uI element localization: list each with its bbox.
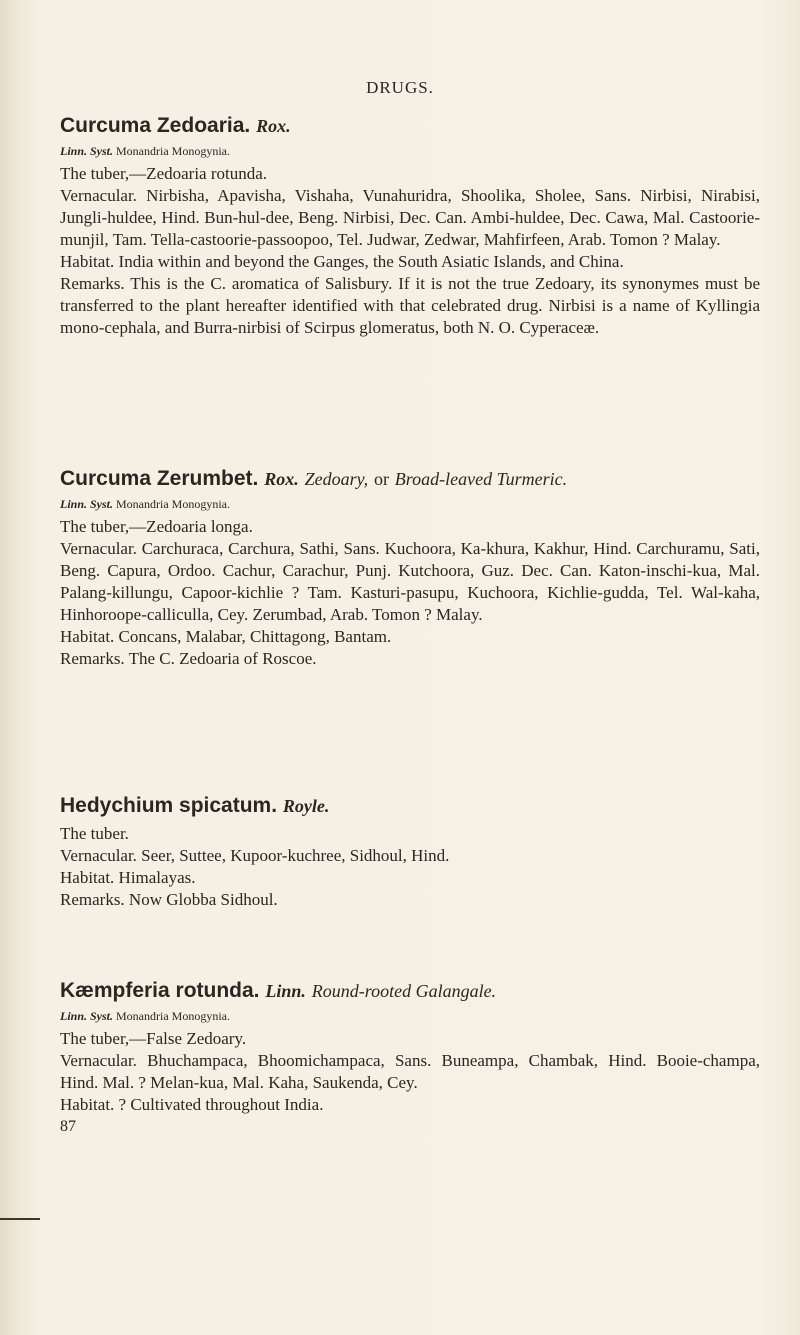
vernacular-paragraph: Vernacular. Seer, Suttee, Kupoor-kuchree, Sidhoul, Hind. [60,846,450,865]
species-name: Hedychium spicatum. [60,794,278,817]
author-abbrev: Rox. [256,116,291,136]
tuber-line: The tuber. [60,824,129,843]
entry-heading [60,466,760,492]
running-head: DRUGS. [366,78,434,97]
author-abbrev: Linn. [265,981,306,1001]
syst-class: Monandria Monogynia. [116,144,230,158]
habitat-paragraph: Habitat. ? Cultivated throughout India. [60,1095,324,1114]
habitat-paragraph: Habitat. Himalayas. [60,868,196,887]
entry-hedychium-spicatum [60,793,760,911]
remarks-paragraph: Remarks. The C. Zedoaria of Roscoe. [60,649,317,668]
linnaean-system [60,143,760,159]
linnaean-system [60,496,760,512]
common-name: Zedoary, [304,469,369,489]
vernacular-paragraph: Vernacular. Nirbisha, Apavisha, Vishaha, Vunahuridra, Shoolika, Sholee, Sans. Nirbisi, Nirabisi, Jungli-huldee, Hind. Bun-hul-dee, Beng. Nirbisi, Dec. Can. Ambi-huldee, Dec. Cawa, Mal. Castoorie-munjil, Tam. Tella-castoorie-passoopoo, Tel. Judwar, Zedwar, Mahfirfeen, Arab. Tomon ? Malay. [60,186,760,249]
entry-kaempferia-rotunda [60,978,760,1138]
syst-prefix: Linn. Syst. [60,497,114,511]
author-abbrev: Rox. [264,469,299,489]
habitat-paragraph: Habitat. Concans, Malabar, Chittagong, Bantam. [60,627,392,646]
author-abbrev: Royle. [282,796,330,816]
tuber-line: The tuber,—Zedoaria longa. [60,517,253,536]
vernacular-paragraph: Vernacular. Bhuchampaca, Bhoomichampaca, Sans. Buneampa, Chambak, Hind. Booie-champa, Hind. Mal. ? Melan-kua, Mal. Kaha, Saukenda, Cey. [60,1051,760,1092]
habitat-paragraph: Habitat. India within and beyond the Ganges, the South Asiatic Islands, and China. [60,252,624,271]
syst-class: Monandria Monogynia. [116,497,230,511]
linnaean-system [60,1008,760,1024]
species-name: Kæmpferia rotunda. [60,979,260,1002]
entry-heading [60,793,760,819]
syst-prefix: Linn. Syst. [60,1009,114,1023]
vernacular-paragraph: Vernacular. Carchuraca, Carchura, Sathi, Sans. Kuchoora, Ka-khura, Kakhur, Hind. Carchuramu, Sati, Beng. Capura, Ordoo. Cachur, Carachur, Punj. Kutchoora, Guz. Dec. Can. Katon-inschi-kua, Mal. Palang-killungu, Capoor-kichlie ? Tam. Kasturi-pasupu, Kuchoora, Kichlie-gudda, Tel. Wal-kaha, Hinhoroope-calliculla, Cey. Zerumbad, Arab. Tomon ? Malay. [60,539,760,624]
common-name-or: or [373,469,389,489]
tuber-line: The tuber,—Zedoaria rotunda. [60,164,268,183]
page-number: 87 [60,1118,76,1135]
entry-heading [60,113,760,139]
common-name-alt: Broad-leaved Turmeric. [394,469,568,489]
remarks-paragraph: Remarks. This is the C. aromatica of Salisbury. If it is not the true Zedoary, its synonymes must be transferred to the plant hereafter identified with that celebrated drug. Nirbisi is a name of Kyllingia mono-cephala, and Burra-nirbisi of Scirpus glomeratus, both N. O. Cyperaceæ. [60,274,760,337]
syst-class: Monandria Monogynia. [116,1009,230,1023]
species-name: Curcuma Zedoaria. [60,114,251,137]
tuber-line: The tuber,—False Zedoary. [60,1029,247,1048]
syst-prefix: Linn. Syst. [60,144,114,158]
common-name: Round-rooted Galangale. [311,981,497,1001]
entry-heading [60,978,760,1004]
entry-curcuma-zerumbet [60,466,760,670]
remarks-paragraph: Remarks. Now Globba Sidhoul. [60,890,278,909]
margin-rule [0,1218,40,1220]
species-name: Curcuma Zerumbet. [60,467,259,490]
entry-curcuma-zedoaria [60,113,760,339]
